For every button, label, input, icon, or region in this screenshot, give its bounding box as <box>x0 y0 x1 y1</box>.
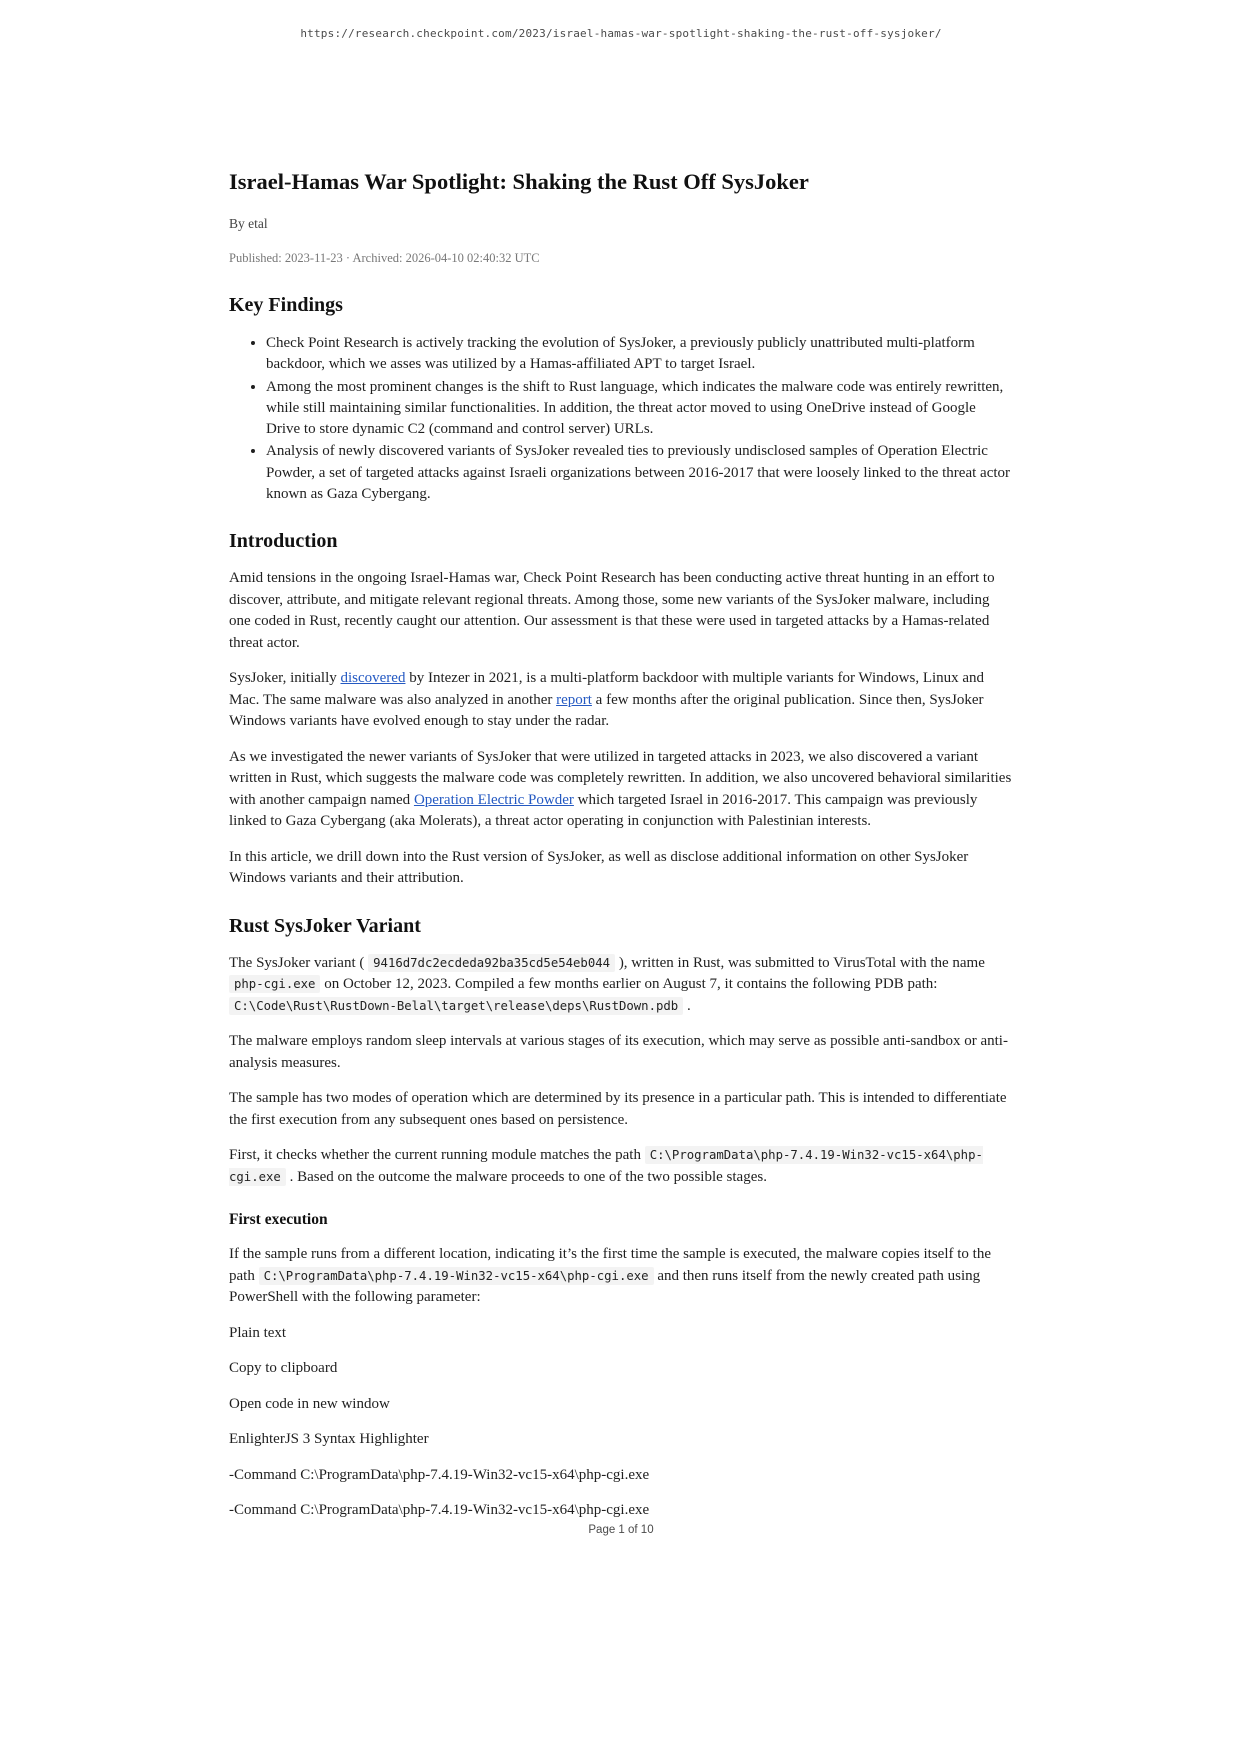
paragraph: The SysJoker variant ( 9416d7dc2ecdeda92ba35cd5e54eb044 ), written in Rust, was submitted to VirusTotal with the name php-cgi.exe on October 12, 2023. Compiled a few months earlier on August 7, it contains the following PDB path: C:\Code\Rust\RustDown-Belal\target\release\deps\RustDown.pdb . <box>229 954 985 1014</box>
inline-link[interactable]: discovered <box>340 670 406 687</box>
article <box>229 168 1013 1522</box>
inline-link[interactable]: Operation Electric Powder <box>413 791 574 808</box>
paragraph: Amid tensions in the ongoing Israel-Hamas war, Check Point Research has been conducting active threat hunting in an effort to discover, attribute, and mitigate relevant regional threats. Among those, some new variants of the SysJoker malware, including one coded in Rust, recently caught our attention. Our assessment is that these were used in targeted attacks by a Hamas-related threat actor. <box>229 570 995 651</box>
section-heading-introduction: Introduction <box>229 530 338 553</box>
inline-code: C:\Code\Rust\RustDown-Belal\target\release\deps\RustDown.pdb <box>229 997 683 1015</box>
subsection-heading-first-execution: First execution <box>229 1211 328 1229</box>
paragraph: Plain text <box>229 1324 287 1341</box>
page-url: https://research.checkpoint.com/2023/israel-hamas-war-spotlight-shaking-the-rust-off-sysjoker/ <box>300 27 942 40</box>
paragraph: First, it checks whether the current running module matches the path C:\ProgramData\php-7.4.19-Win32-vc15-x64\php-cgi.exe . Based on the outcome the malware proceeds to one of the two possible stages. <box>229 1147 983 1185</box>
list-item: • Among the most prominent changes is the shift to Rust language, which indicates the malware code was entirely rewritten, while still maintaining similar functionalities. In addition, the threat actor moved to using OneDrive instead of Google Drive to store dynamic C2 (command and control server) URLs. <box>266 377 1013 441</box>
paragraph: -Command C:\ProgramData\php-7.4.19-Win32-vc15-x64\php-cgi.exe <box>229 1466 650 1483</box>
list-item: • Analysis of newly discovered variants of SysJoker revealed ties to previously undisclosed samples of Operation Electric Powder, a set of targeted attacks against Israeli organizations between 2016-2017 that were loosely linked to the threat actor known as Gaza Cybergang. <box>266 441 1013 505</box>
paragraph: Copy to clipboard <box>229 1360 338 1377</box>
page-number: Page 1 of 10 <box>588 1524 654 1536</box>
inline-code: php-cgi.exe <box>229 975 320 993</box>
page-footer <box>0 1524 1242 1536</box>
section-heading-key-findings: Key Findings <box>229 294 343 316</box>
paragraph: The sample has two modes of operation which are determined by its presence in a particular path. This is intended to differentiate the first execution from any subsequent ones based on persistence. <box>229 1090 1007 1128</box>
byline: By etal <box>229 216 268 231</box>
paragraph: -Command C:\ProgramData\php-7.4.19-Win32-vc15-x64\php-cgi.exe <box>229 1502 650 1519</box>
paragraph: Open code in new window <box>229 1395 390 1412</box>
key-findings-list <box>229 333 1013 505</box>
inline-code: C:\ProgramData\php-7.4.19-Win32-vc15-x64\php-cgi.exe <box>259 1267 654 1285</box>
paragraph: If the sample runs from a different location, indicating it’s the first time the sample is executed, the malware copies itself to the path C:\ProgramData\php-7.4.19-Win32-vc15-x64\php-cgi.exe and then runs itself from the newly created path using PowerShell with the following parameter: <box>229 1246 991 1306</box>
paragraph: SysJoker, initially discovered by Intezer in 2021, is a multi-platform backdoor with multiple variants for Windows, Linux and Mac. The same malware was also analyzed in another report a few months after the original publication. Since then, SysJoker Windows variants have evolved enough to stay under the radar. <box>229 670 985 730</box>
list-item: • Check Point Research is actively tracking the evolution of SysJoker, a previously publicly unattributed multi-platform backdoor, which we asses was utilized by a Hamas-affiliated APT to target Israel. <box>266 333 1013 376</box>
paragraph: In this article, we drill down into the Rust version of SysJoker, as well as disclose additional information on other SysJoker Windows variants and their attribution. <box>229 848 969 887</box>
inline-code: C:\ProgramData\php-7.4.19-Win32-vc15-x64\php-cgi.exe <box>229 1148 983 1184</box>
print-header <box>0 0 1242 40</box>
inline-code: 9416d7dc2ecdeda92ba35cd5e54eb044 <box>368 954 615 972</box>
paragraph: As we investigated the newer variants of SysJoker that were utilized in targeted attacks in 2023, we also discovered a variant written in Rust, which suggests the malware code was completely rewritten. In addition, we also uncovered behavioral similarities with another campaign named Operation Electric Powder which targeted Israel in 2016-2017. This campaign was previously linked to Gaza Cybergang (aka Molerats), a threat actor operating in conjunction with Palestinian interests. <box>229 748 1012 830</box>
section-heading-rust-variant: Rust SysJoker Variant <box>229 914 421 937</box>
inline-link[interactable]: report <box>556 691 592 708</box>
publish-meta: Published: 2023-11-23 · Archived: 2026-04-10 02:40:32 UTC <box>229 250 540 265</box>
paragraph: The malware employs random sleep intervals at various stages of its execution, which may serve as possible anti-sandbox or anti-analysis measures. <box>229 1033 1008 1071</box>
page-title: Israel-Hamas War Spotlight: Shaking the Rust Off SysJoker <box>229 169 809 194</box>
paragraph: EnlighterJS 3 Syntax Highlighter <box>229 1431 429 1448</box>
